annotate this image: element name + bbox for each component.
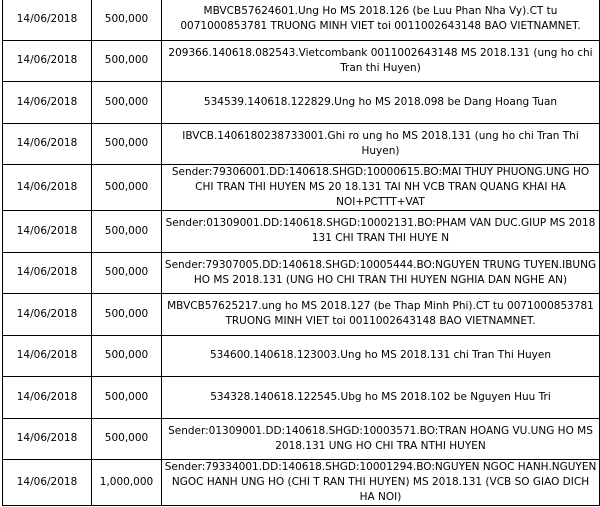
table-row — [3, 40, 600, 82]
date-cell: 14/06/2018 — [3, 82, 92, 124]
description-cell: Sender:79307005.DD:140618.SHGD:10005444.BO:NGUYEN TRUNG TUYEN.IBUNG HO MS 2018.131 (UNG HO CHI TRAN THI HUYEN NGHIA DAN NGHE AN) — [162, 252, 600, 294]
date-cell: 14/06/2018 — [3, 252, 92, 294]
date-cell: 14/06/2018 — [3, 165, 92, 211]
table-row — [3, 0, 600, 40]
amount-cell: 500,000 — [92, 335, 162, 377]
amount-cell: 500,000 — [92, 294, 162, 336]
table-row — [3, 460, 600, 506]
amount-cell: 500,000 — [92, 82, 162, 124]
description-cell: MBVCB57624601.Ung Ho MS 2018.126 (be Luu Phan Nha Vy).CT tu 0071000853781 TRUONG MINH VIET toi 0011002643148 BAO VIETNAMNET. — [162, 0, 600, 40]
amount-cell: 500,000 — [92, 0, 162, 40]
description-cell: 534328.140618.122545.Ubg ho MS 2018.102 be Nguyen Huu Tri — [162, 377, 600, 419]
date-cell: 14/06/2018 — [3, 40, 92, 82]
description-cell: 534539.140618.122829.Ung ho MS 2018.098 be Dang Hoang Tuan — [162, 82, 600, 124]
description-cell: IBVCB.1406180238733001.Ghi ro ung ho MS 2018.131 (ung ho chi Tran Thi Huyen) — [162, 123, 600, 165]
table-row — [3, 418, 600, 460]
date-cell: 14/06/2018 — [3, 123, 92, 165]
table-row — [3, 335, 600, 377]
date-cell: 14/06/2018 — [3, 211, 92, 253]
date-cell: 14/06/2018 — [3, 377, 92, 419]
table-row — [3, 252, 600, 294]
date-cell: 14/06/2018 — [3, 460, 92, 506]
amount-cell: 500,000 — [92, 252, 162, 294]
amount-cell: 500,000 — [92, 377, 162, 419]
amount-cell: 500,000 — [92, 418, 162, 460]
amount-cell: 500,000 — [92, 165, 162, 211]
amount-cell: 500,000 — [92, 40, 162, 82]
date-cell: 14/06/2018 — [3, 0, 92, 40]
donation-table — [2, 0, 600, 506]
description-cell: 209366.140618.082543.Vietcombank 0011002643148 MS 2018.131 (ung ho chi Tran thi Huyen) — [162, 40, 600, 82]
description-cell: Sender:79306001.DD:140618.SHGD:10000615.BO:MAI THUY PHUONG.UNG HO CHI TRAN THI HUYEN MS 20 18.131 TAI NH VCB TRAN QUANG KHAI HA NOI+PCTTT+VAT — [162, 165, 600, 211]
table-row — [3, 123, 600, 165]
description-cell: MBVCB57625217.ung ho MS 2018.127 (be Thap Minh Phi).CT tu 0071000853781 TRUONG MINH VIET toi 0011002643148 BAO VIETNAMNET. — [162, 294, 600, 336]
table-row — [3, 377, 600, 419]
amount-cell: 500,000 — [92, 123, 162, 165]
table-row — [3, 165, 600, 211]
table-row — [3, 294, 600, 336]
description-cell: 534600.140618.123003.Ung ho MS 2018.131 chi Tran Thi Huyen — [162, 335, 600, 377]
amount-cell: 1,000,000 — [92, 460, 162, 506]
date-cell: 14/06/2018 — [3, 335, 92, 377]
date-cell: 14/06/2018 — [3, 418, 92, 460]
date-cell: 14/06/2018 — [3, 294, 92, 336]
table-row — [3, 211, 600, 253]
table-row — [3, 82, 600, 124]
description-cell: Sender:01309001.DD:140618.SHGD:10002131.BO:PHAM VAN DUC.GIUP MS 2018 131 CHI TRAN THI HUYE N — [162, 211, 600, 253]
description-cell: Sender:79334001.DD:140618.SHGD:10001294.BO:NGUYEN NGOC HANH.NGUYEN NGOC HANH UNG HO (CHI T RAN THI HUYEN) MS 2018.131 (VCB SO GIAO DICH HA NOI) — [162, 460, 600, 506]
amount-cell: 500,000 — [92, 211, 162, 253]
description-cell: Sender:01309001.DD:140618.SHGD:10003571.BO:TRAN HOANG VU.UNG HO MS 2018.131 UNG HO CHI TRA NTHI HUYEN — [162, 418, 600, 460]
